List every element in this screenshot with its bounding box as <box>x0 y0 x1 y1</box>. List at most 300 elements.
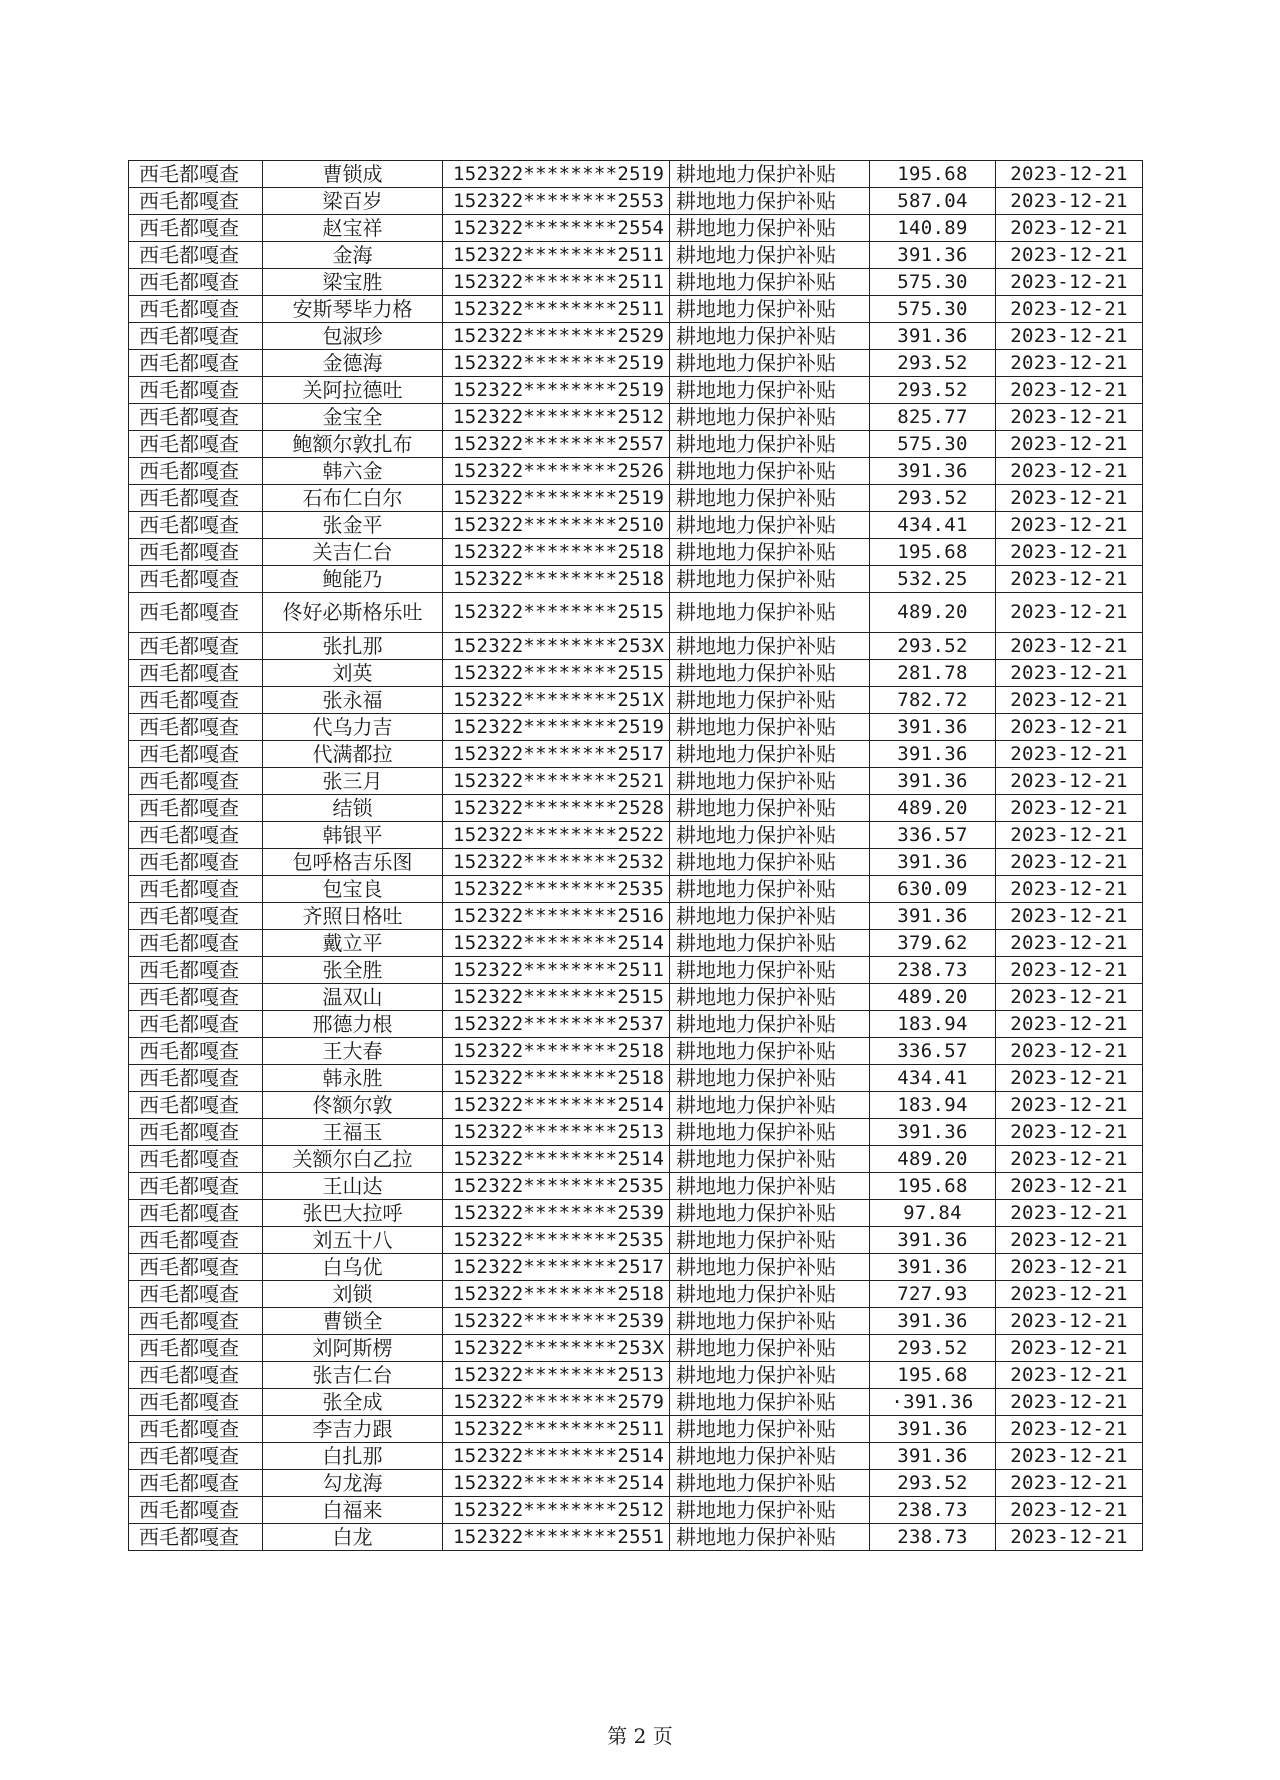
id-number-cell: 152322********2535 <box>443 1173 670 1200</box>
village-cell: 西毛都嘎查 <box>129 512 263 539</box>
subsidy-item-cell: 耕地地力保护补贴 <box>670 242 870 269</box>
amount-cell: 336.57 <box>870 822 996 849</box>
table-row <box>129 1443 1143 1470</box>
table-row <box>129 714 1143 741</box>
name-cell: 刘英 <box>263 660 443 687</box>
id-number-cell: 152322********2512 <box>443 1497 670 1524</box>
name-cell: 鲍能乃 <box>263 566 443 593</box>
id-number-cell: 152322********2519 <box>443 161 670 188</box>
subsidy-item-cell: 耕地地力保护补贴 <box>670 593 870 633</box>
table-row <box>129 1308 1143 1335</box>
amount-cell: 293.52 <box>870 1335 996 1362</box>
id-number-cell: 152322********2529 <box>443 323 670 350</box>
id-number-cell: 152322********2519 <box>443 485 670 512</box>
name-cell: 张全胜 <box>263 957 443 984</box>
amount-cell: 391.36 <box>870 1308 996 1335</box>
village-cell: 西毛都嘎查 <box>129 849 263 876</box>
village-cell: 西毛都嘎查 <box>129 1011 263 1038</box>
amount-cell: 489.20 <box>870 1146 996 1173</box>
name-cell: 韩六金 <box>263 458 443 485</box>
subsidy-item-cell: 耕地地力保护补贴 <box>670 1146 870 1173</box>
village-cell: 西毛都嘎查 <box>129 431 263 458</box>
date-cell: 2023-12-21 <box>996 1443 1143 1470</box>
amount-cell: 281.78 <box>870 660 996 687</box>
date-cell: 2023-12-21 <box>996 1065 1143 1092</box>
date-cell: 2023-12-21 <box>996 512 1143 539</box>
amount-cell: 489.20 <box>870 593 996 633</box>
table-row <box>129 1119 1143 1146</box>
subsidy-item-cell: 耕地地力保护补贴 <box>670 930 870 957</box>
date-cell: 2023-12-21 <box>996 849 1143 876</box>
name-cell: 韩永胜 <box>263 1065 443 1092</box>
table-row <box>129 458 1143 485</box>
date-cell: 2023-12-21 <box>996 296 1143 323</box>
table-row <box>129 1011 1143 1038</box>
date-cell: 2023-12-21 <box>996 215 1143 242</box>
date-cell: 2023-12-21 <box>996 768 1143 795</box>
id-number-cell: 152322********2516 <box>443 903 670 930</box>
subsidy-item-cell: 耕地地力保护补贴 <box>670 1362 870 1389</box>
table-row <box>129 296 1143 323</box>
amount-cell: 532.25 <box>870 566 996 593</box>
name-cell: 温双山 <box>263 984 443 1011</box>
name-cell: 安斯琴毕力格 <box>263 296 443 323</box>
date-cell: 2023-12-21 <box>996 593 1143 633</box>
name-cell: 赵宝祥 <box>263 215 443 242</box>
table-row <box>129 377 1143 404</box>
subsidy-item-cell: 耕地地力保护补贴 <box>670 1119 870 1146</box>
village-cell: 西毛都嘎查 <box>129 1200 263 1227</box>
id-number-cell: 152322********2553 <box>443 188 670 215</box>
table-row <box>129 741 1143 768</box>
name-cell: 张三月 <box>263 768 443 795</box>
name-cell: 刘阿斯楞 <box>263 1335 443 1362</box>
village-cell: 西毛都嘎查 <box>129 930 263 957</box>
subsidy-item-cell: 耕地地力保护补贴 <box>670 1497 870 1524</box>
date-cell: 2023-12-21 <box>996 1200 1143 1227</box>
village-cell: 西毛都嘎查 <box>129 633 263 660</box>
id-number-cell: 152322********2522 <box>443 822 670 849</box>
date-cell: 2023-12-21 <box>996 242 1143 269</box>
name-cell: 包淑珍 <box>263 323 443 350</box>
village-cell: 西毛都嘎查 <box>129 161 263 188</box>
id-number-cell: 152322********2532 <box>443 849 670 876</box>
subsidy-item-cell: 耕地地力保护补贴 <box>670 377 870 404</box>
name-cell: 张扎那 <box>263 633 443 660</box>
subsidy-item-cell: 耕地地力保护补贴 <box>670 1443 870 1470</box>
village-cell: 西毛都嘎查 <box>129 242 263 269</box>
name-cell: 金海 <box>263 242 443 269</box>
amount-cell: 391.36 <box>870 903 996 930</box>
village-cell: 西毛都嘎查 <box>129 1146 263 1173</box>
village-cell: 西毛都嘎查 <box>129 1443 263 1470</box>
date-cell: 2023-12-21 <box>996 404 1143 431</box>
name-cell: 白扎那 <box>263 1443 443 1470</box>
subsidy-item-cell: 耕地地力保护补贴 <box>670 1065 870 1092</box>
amount-cell: 195.68 <box>870 539 996 566</box>
name-cell: 代满都拉 <box>263 741 443 768</box>
subsidy-item-cell: 耕地地力保护补贴 <box>670 1308 870 1335</box>
name-cell: 佟额尔敦 <box>263 1092 443 1119</box>
village-cell: 西毛都嘎查 <box>129 377 263 404</box>
subsidy-item-cell: 耕地地力保护补贴 <box>670 957 870 984</box>
amount-cell: 391.36 <box>870 1119 996 1146</box>
id-number-cell: 152322********2535 <box>443 876 670 903</box>
village-cell: 西毛都嘎查 <box>129 458 263 485</box>
name-cell: 金宝全 <box>263 404 443 431</box>
name-cell: 刘五十八 <box>263 1227 443 1254</box>
name-cell: 张巴大拉呼 <box>263 1200 443 1227</box>
table-row <box>129 350 1143 377</box>
amount-cell: 293.52 <box>870 1470 996 1497</box>
date-cell: 2023-12-21 <box>996 485 1143 512</box>
village-cell: 西毛都嘎查 <box>129 876 263 903</box>
id-number-cell: 152322********2514 <box>443 930 670 957</box>
subsidy-item-cell: 耕地地力保护补贴 <box>670 269 870 296</box>
date-cell: 2023-12-21 <box>996 1497 1143 1524</box>
name-cell: 邢德力根 <box>263 1011 443 1038</box>
name-cell: 齐照日格吐 <box>263 903 443 930</box>
table-row <box>129 485 1143 512</box>
date-cell: 2023-12-21 <box>996 431 1143 458</box>
amount-cell: 575.30 <box>870 269 996 296</box>
id-number-cell: 152322********2519 <box>443 377 670 404</box>
table-row <box>129 876 1143 903</box>
id-number-cell: 152322********2557 <box>443 431 670 458</box>
table-row <box>129 539 1143 566</box>
subsidy-item-cell: 耕地地力保护补贴 <box>670 161 870 188</box>
village-cell: 西毛都嘎查 <box>129 1389 263 1416</box>
subsidy-item-cell: 耕地地力保护补贴 <box>670 1470 870 1497</box>
id-number-cell: 152322********251X <box>443 687 670 714</box>
table-row <box>129 930 1143 957</box>
subsidy-item-cell: 耕地地力保护补贴 <box>670 458 870 485</box>
table-row <box>129 660 1143 687</box>
village-cell: 西毛都嘎查 <box>129 795 263 822</box>
name-cell: 李吉力跟 <box>263 1416 443 1443</box>
village-cell: 西毛都嘎查 <box>129 1038 263 1065</box>
amount-cell: 391.36 <box>870 1443 996 1470</box>
date-cell: 2023-12-21 <box>996 269 1143 296</box>
subsidy-item-cell: 耕地地力保护补贴 <box>670 1416 870 1443</box>
name-cell: 勾龙海 <box>263 1470 443 1497</box>
amount-cell: 391.36 <box>870 1416 996 1443</box>
village-cell: 西毛都嘎查 <box>129 1416 263 1443</box>
table-row <box>129 1173 1143 1200</box>
name-cell: 刘锁 <box>263 1281 443 1308</box>
id-number-cell: 152322********2551 <box>443 1524 670 1551</box>
amount-cell: 140.89 <box>870 215 996 242</box>
table-row <box>129 1227 1143 1254</box>
id-number-cell: 152322********2526 <box>443 458 670 485</box>
name-cell: 石布仁白尔 <box>263 485 443 512</box>
table-row <box>129 1470 1143 1497</box>
amount-cell: 183.94 <box>870 1092 996 1119</box>
amount-cell: 97.84 <box>870 1200 996 1227</box>
subsidy-item-cell: 耕地地力保护补贴 <box>670 660 870 687</box>
date-cell: 2023-12-21 <box>996 1119 1143 1146</box>
subsidy-item-cell: 耕地地力保护补贴 <box>670 1227 870 1254</box>
date-cell: 2023-12-21 <box>996 1146 1143 1173</box>
date-cell: 2023-12-21 <box>996 1281 1143 1308</box>
subsidy-item-cell: 耕地地力保护补贴 <box>670 687 870 714</box>
amount-cell: 293.52 <box>870 485 996 512</box>
village-cell: 西毛都嘎查 <box>129 1308 263 1335</box>
amount-cell: ·391.36 <box>870 1389 996 1416</box>
name-cell: 戴立平 <box>263 930 443 957</box>
amount-cell: 293.52 <box>870 350 996 377</box>
table-row <box>129 404 1143 431</box>
date-cell: 2023-12-21 <box>996 1470 1143 1497</box>
village-cell: 西毛都嘎查 <box>129 984 263 1011</box>
id-number-cell: 152322********2511 <box>443 296 670 323</box>
subsidy-item-cell: 耕地地力保护补贴 <box>670 404 870 431</box>
id-number-cell: 152322********2528 <box>443 795 670 822</box>
id-number-cell: 152322********2518 <box>443 566 670 593</box>
date-cell: 2023-12-21 <box>996 1254 1143 1281</box>
name-cell: 关吉仁台 <box>263 539 443 566</box>
village-cell: 西毛都嘎查 <box>129 1173 263 1200</box>
subsidy-item-cell: 耕地地力保护补贴 <box>670 1281 870 1308</box>
date-cell: 2023-12-21 <box>996 741 1143 768</box>
table-row <box>129 822 1143 849</box>
subsidy-item-cell: 耕地地力保护补贴 <box>670 633 870 660</box>
date-cell: 2023-12-21 <box>996 1227 1143 1254</box>
id-number-cell: 152322********2517 <box>443 1254 670 1281</box>
name-cell: 王大春 <box>263 1038 443 1065</box>
name-cell: 梁百岁 <box>263 188 443 215</box>
subsidy-item-cell: 耕地地力保护补贴 <box>670 539 870 566</box>
id-number-cell: 152322********2537 <box>443 1011 670 1038</box>
amount-cell: 238.73 <box>870 1497 996 1524</box>
id-number-cell: 152322********2515 <box>443 660 670 687</box>
table-row <box>129 1335 1143 1362</box>
table-row <box>129 795 1143 822</box>
name-cell: 张吉仁台 <box>263 1362 443 1389</box>
id-number-cell: 152322********2511 <box>443 1416 670 1443</box>
amount-cell: 587.04 <box>870 188 996 215</box>
amount-cell: 293.52 <box>870 633 996 660</box>
table-row <box>129 1497 1143 1524</box>
subsidy-item-cell: 耕地地力保护补贴 <box>670 215 870 242</box>
amount-cell: 782.72 <box>870 687 996 714</box>
date-cell: 2023-12-21 <box>996 1524 1143 1551</box>
table-row <box>129 269 1143 296</box>
name-cell: 白福来 <box>263 1497 443 1524</box>
table-row <box>129 1524 1143 1551</box>
table-row <box>129 431 1143 458</box>
amount-cell: 434.41 <box>870 1065 996 1092</box>
subsidy-item-cell: 耕地地力保护补贴 <box>670 795 870 822</box>
subsidy-item-cell: 耕地地力保护补贴 <box>670 1011 870 1038</box>
name-cell: 关阿拉德吐 <box>263 377 443 404</box>
id-number-cell: 152322********2518 <box>443 1281 670 1308</box>
amount-cell: 391.36 <box>870 458 996 485</box>
village-cell: 西毛都嘎查 <box>129 323 263 350</box>
subsidy-item-cell: 耕地地力保护补贴 <box>670 1335 870 1362</box>
date-cell: 2023-12-21 <box>996 633 1143 660</box>
id-number-cell: 152322********2518 <box>443 1038 670 1065</box>
subsidy-item-cell: 耕地地力保护补贴 <box>670 485 870 512</box>
date-cell: 2023-12-21 <box>996 957 1143 984</box>
subsidy-item-cell: 耕地地力保护补贴 <box>670 714 870 741</box>
date-cell: 2023-12-21 <box>996 377 1143 404</box>
subsidy-item-cell: 耕地地力保护补贴 <box>670 741 870 768</box>
amount-cell: 183.94 <box>870 1011 996 1038</box>
id-number-cell: 152322********2554 <box>443 215 670 242</box>
id-number-cell: 152322********2579 <box>443 1389 670 1416</box>
id-number-cell: 152322********253X <box>443 1335 670 1362</box>
village-cell: 西毛都嘎查 <box>129 269 263 296</box>
village-cell: 西毛都嘎查 <box>129 215 263 242</box>
table-row <box>129 1200 1143 1227</box>
id-number-cell: 152322********2513 <box>443 1362 670 1389</box>
name-cell: 关额尔白乙拉 <box>263 1146 443 1173</box>
id-number-cell: 152322********2515 <box>443 593 670 633</box>
name-cell: 梁宝胜 <box>263 269 443 296</box>
village-cell: 西毛都嘎查 <box>129 593 263 633</box>
date-cell: 2023-12-21 <box>996 188 1143 215</box>
table-row <box>129 768 1143 795</box>
amount-cell: 391.36 <box>870 768 996 795</box>
subsidy-item-cell: 耕地地力保护补贴 <box>670 1254 870 1281</box>
amount-cell: 575.30 <box>870 296 996 323</box>
subsidy-item-cell: 耕地地力保护补贴 <box>670 566 870 593</box>
name-cell: 张全成 <box>263 1389 443 1416</box>
date-cell: 2023-12-21 <box>996 161 1143 188</box>
village-cell: 西毛都嘎查 <box>129 296 263 323</box>
village-cell: 西毛都嘎查 <box>129 1362 263 1389</box>
date-cell: 2023-12-21 <box>996 1173 1143 1200</box>
id-number-cell: 152322********253X <box>443 633 670 660</box>
id-number-cell: 152322********2519 <box>443 714 670 741</box>
amount-cell: 391.36 <box>870 714 996 741</box>
name-cell: 曹锁成 <box>263 161 443 188</box>
table-row <box>129 687 1143 714</box>
date-cell: 2023-12-21 <box>996 323 1143 350</box>
id-number-cell: 152322********2518 <box>443 1065 670 1092</box>
subsidy-item-cell: 耕地地力保护补贴 <box>670 512 870 539</box>
village-cell: 西毛都嘎查 <box>129 485 263 512</box>
amount-cell: 238.73 <box>870 957 996 984</box>
name-cell: 韩银平 <box>263 822 443 849</box>
table-row <box>129 1254 1143 1281</box>
name-cell: 曹锁全 <box>263 1308 443 1335</box>
id-number-cell: 152322********2511 <box>443 269 670 296</box>
date-cell: 2023-12-21 <box>996 687 1143 714</box>
name-cell: 白龙 <box>263 1524 443 1551</box>
name-cell: 王山达 <box>263 1173 443 1200</box>
amount-cell: 489.20 <box>870 984 996 1011</box>
date-cell: 2023-12-21 <box>996 350 1143 377</box>
table-row <box>129 1389 1143 1416</box>
amount-cell: 434.41 <box>870 512 996 539</box>
name-cell: 代乌力吉 <box>263 714 443 741</box>
subsidy-item-cell: 耕地地力保护补贴 <box>670 1524 870 1551</box>
subsidy-item-cell: 耕地地力保护补贴 <box>670 431 870 458</box>
date-cell: 2023-12-21 <box>996 795 1143 822</box>
amount-cell: 238.73 <box>870 1524 996 1551</box>
amount-cell: 391.36 <box>870 242 996 269</box>
table-row <box>129 566 1143 593</box>
id-number-cell: 152322********2519 <box>443 350 670 377</box>
amount-cell: 391.36 <box>870 741 996 768</box>
name-cell: 鲍额尔敦扎布 <box>263 431 443 458</box>
subsidy-item-cell: 耕地地力保护补贴 <box>670 876 870 903</box>
id-number-cell: 152322********2514 <box>443 1443 670 1470</box>
id-number-cell: 152322********2535 <box>443 1227 670 1254</box>
id-number-cell: 152322********2510 <box>443 512 670 539</box>
amount-cell: 391.36 <box>870 1227 996 1254</box>
table-row <box>129 323 1143 350</box>
table-row <box>129 903 1143 930</box>
village-cell: 西毛都嘎查 <box>129 957 263 984</box>
date-cell: 2023-12-21 <box>996 1416 1143 1443</box>
name-cell: 佟好必斯格乐吐 <box>263 593 443 633</box>
date-cell: 2023-12-21 <box>996 458 1143 485</box>
page-number: 第 2 页 <box>607 1724 673 1748</box>
subsidy-item-cell: 耕地地力保护补贴 <box>670 822 870 849</box>
subsidy-item-cell: 耕地地力保护补贴 <box>670 296 870 323</box>
village-cell: 西毛都嘎查 <box>129 1524 263 1551</box>
village-cell: 西毛都嘎查 <box>129 660 263 687</box>
date-cell: 2023-12-21 <box>996 1389 1143 1416</box>
table-row <box>129 1146 1143 1173</box>
date-cell: 2023-12-21 <box>996 903 1143 930</box>
subsidy-item-cell: 耕地地力保护补贴 <box>670 1038 870 1065</box>
table-row <box>129 512 1143 539</box>
name-cell: 张永福 <box>263 687 443 714</box>
table-row <box>129 1065 1143 1092</box>
village-cell: 西毛都嘎查 <box>129 714 263 741</box>
date-cell: 2023-12-21 <box>996 566 1143 593</box>
amount-cell: 391.36 <box>870 849 996 876</box>
date-cell: 2023-12-21 <box>996 1038 1143 1065</box>
table-row <box>129 161 1143 188</box>
village-cell: 西毛都嘎查 <box>129 350 263 377</box>
village-cell: 西毛都嘎查 <box>129 903 263 930</box>
subsidy-item-cell: 耕地地力保护补贴 <box>670 849 870 876</box>
village-cell: 西毛都嘎查 <box>129 822 263 849</box>
amount-cell: 195.68 <box>870 1362 996 1389</box>
subsidy-table <box>128 160 1143 1551</box>
date-cell: 2023-12-21 <box>996 539 1143 566</box>
subsidy-item-cell: 耕地地力保护补贴 <box>670 1173 870 1200</box>
name-cell: 金德海 <box>263 350 443 377</box>
name-cell: 张金平 <box>263 512 443 539</box>
date-cell: 2023-12-21 <box>996 1011 1143 1038</box>
village-cell: 西毛都嘎查 <box>129 687 263 714</box>
id-number-cell: 152322********2513 <box>443 1119 670 1146</box>
subsidy-item-cell: 耕地地力保护补贴 <box>670 1200 870 1227</box>
village-cell: 西毛都嘎查 <box>129 1281 263 1308</box>
name-cell: 结锁 <box>263 795 443 822</box>
amount-cell: 489.20 <box>870 795 996 822</box>
amount-cell: 379.62 <box>870 930 996 957</box>
date-cell: 2023-12-21 <box>996 660 1143 687</box>
amount-cell: 825.77 <box>870 404 996 431</box>
subsidy-item-cell: 耕地地力保护补贴 <box>670 1092 870 1119</box>
table-row <box>129 242 1143 269</box>
table-row <box>129 1038 1143 1065</box>
amount-cell: 575.30 <box>870 431 996 458</box>
village-cell: 西毛都嘎查 <box>129 1092 263 1119</box>
table-row <box>129 1092 1143 1119</box>
subsidy-item-cell: 耕地地力保护补贴 <box>670 768 870 795</box>
date-cell: 2023-12-21 <box>996 714 1143 741</box>
village-cell: 西毛都嘎查 <box>129 188 263 215</box>
amount-cell: 391.36 <box>870 323 996 350</box>
